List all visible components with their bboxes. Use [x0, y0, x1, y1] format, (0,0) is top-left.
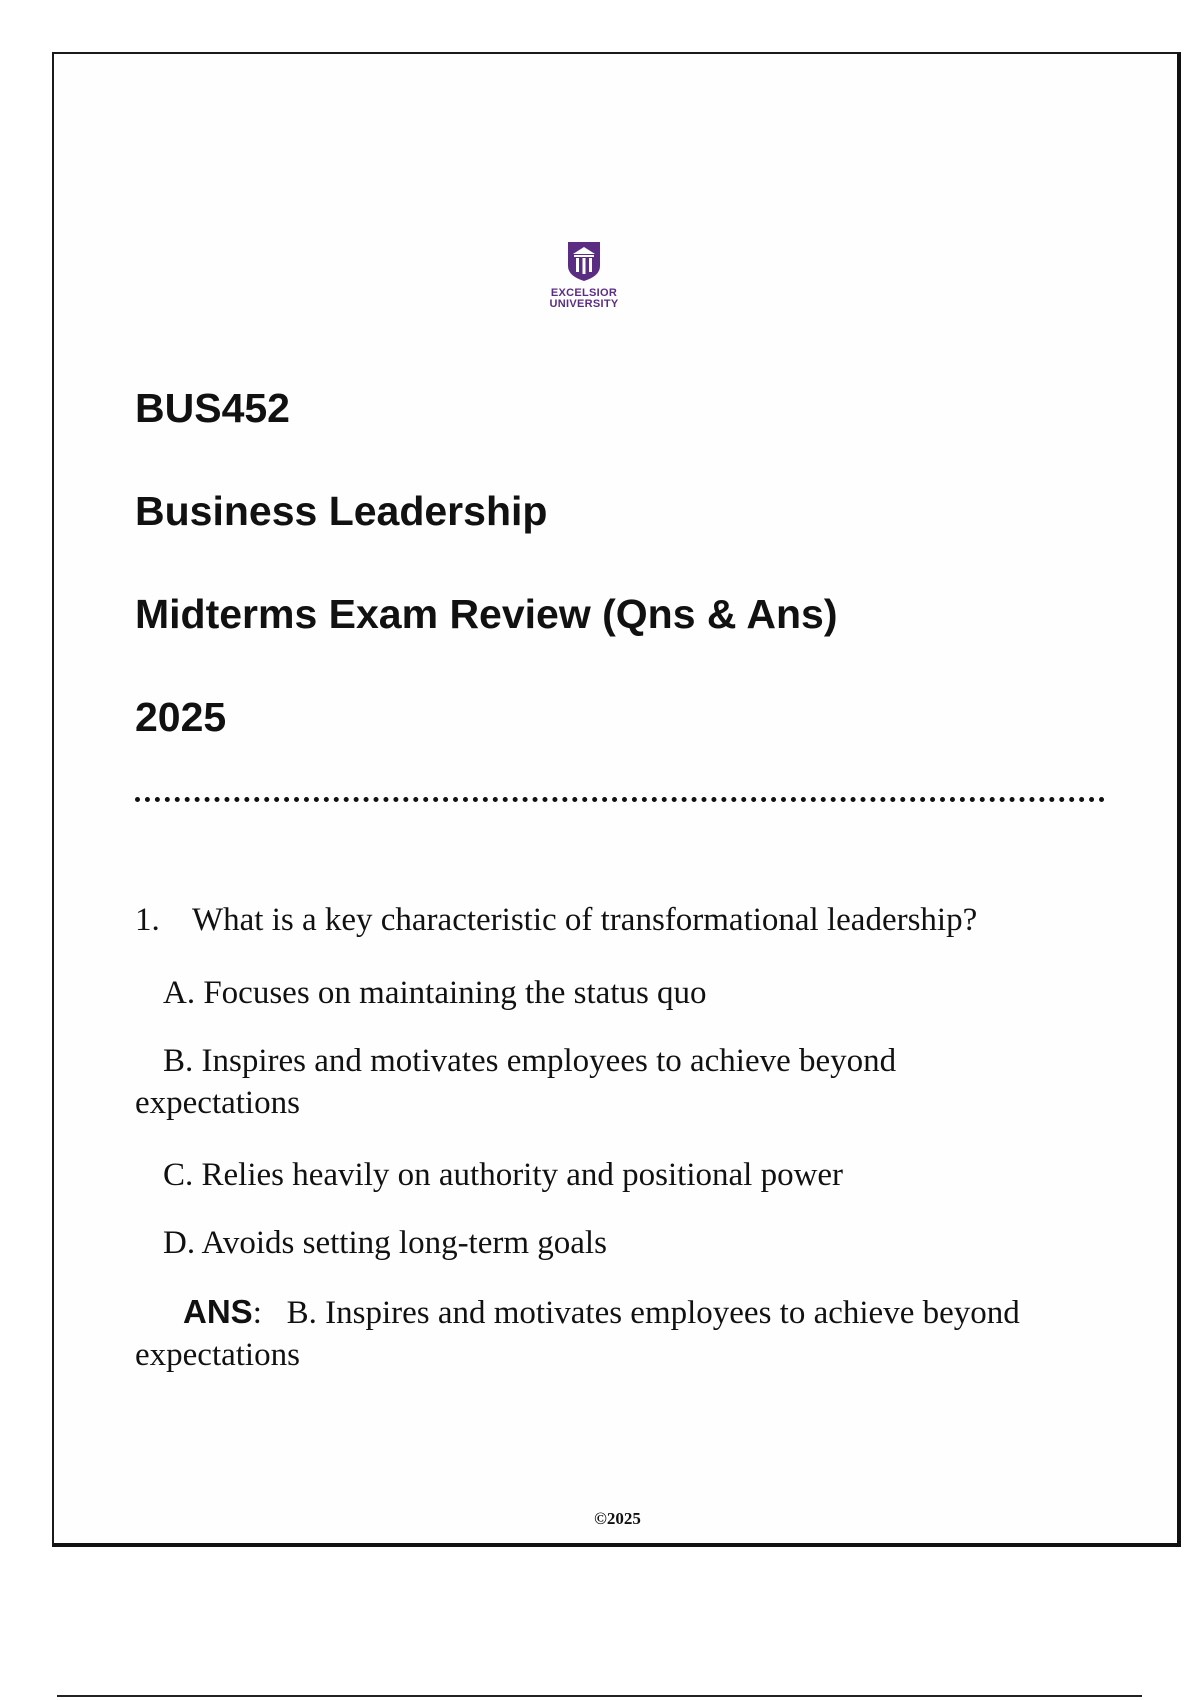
document-year: 2025 [135, 694, 227, 740]
answer-text: B. Inspires and motivates employees to achieve beyond expectations [135, 1295, 1020, 1373]
university-crest-icon [564, 240, 604, 282]
option-b: B. Inspires and motivates employees to achieve beyond expectations [135, 1043, 897, 1121]
bottom-divider [57, 1695, 1142, 1697]
option-d: D. Avoids setting long-term goals [163, 1225, 607, 1261]
copyright-footer: ©2025 [594, 1509, 641, 1528]
dotted-divider [135, 797, 1105, 802]
university-logo [534, 240, 634, 330]
question-stem [135, 902, 977, 939]
document-title: Midterms Exam Review (Qns & Ans) [135, 591, 838, 637]
question-number: 1. [135, 902, 160, 938]
logo-wordmark: EXCELSIOR UNIVERSITY [549, 287, 619, 310]
answer-block: ANS: B. Inspires and motivates employees to achieve beyond expectations [135, 1293, 1020, 1373]
question-text: What is a key characteristic of transformational leadership? [192, 902, 978, 938]
course-code: BUS452 [135, 385, 290, 431]
course-name: Business Leadership [135, 488, 548, 534]
option-a: A. Focuses on maintaining the status quo [163, 975, 707, 1011]
answer-label: ANS [183, 1293, 253, 1330]
option-c: C. Relies heavily on authority and positional power [163, 1157, 844, 1193]
